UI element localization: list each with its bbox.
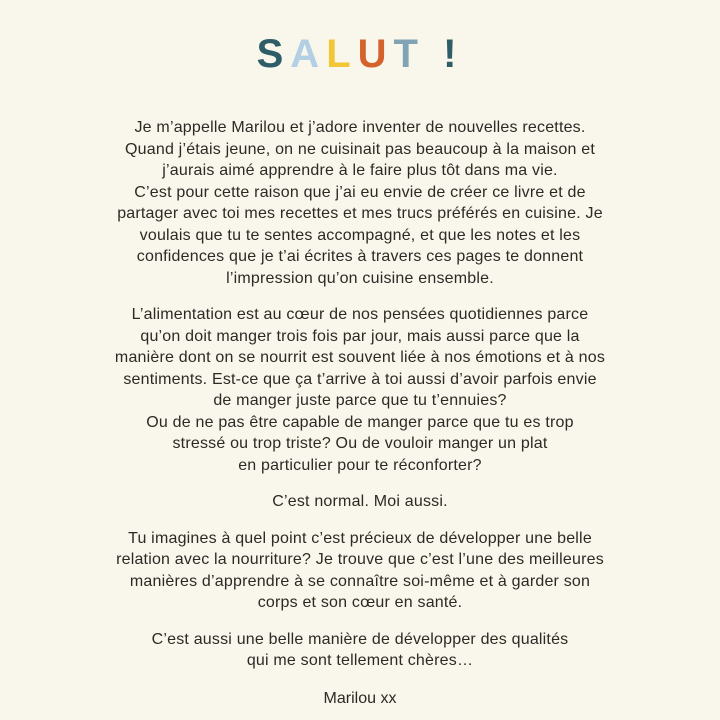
title-letter: ! <box>424 32 464 76</box>
title-letter: T <box>393 32 425 76</box>
text-line: L’alimentation est au cœur de nos pensées quotidiennes parce <box>131 306 589 323</box>
text-line: sentiments. Est-ce que ça t’arrive à toi aussi d’avoir parfois envie <box>123 370 597 388</box>
text-line: Tu imagines à quel point c’est précieux de développer une belle <box>128 529 592 547</box>
text-line: manières d’apprendre à se connaître soi-même et à garder son <box>129 572 591 590</box>
title-letter: A <box>290 32 327 76</box>
text-line: Ou de ne pas être capable de manger parce que tu es trop <box>146 413 574 431</box>
text-line: Quand j’étais jeune, on ne cuisinait pas beaucoup à la maison et <box>125 140 595 158</box>
text-line: manière dont on se nourrit est souvent liée à nos émotions et à nos <box>114 349 606 366</box>
letter-body <box>50 117 670 672</box>
signature: Marilou xx <box>323 689 397 707</box>
text-line: voulais que tu te sentes accompagné, et que les notes et les <box>139 226 581 244</box>
paragraph <box>50 491 670 513</box>
paragraph <box>50 117 670 289</box>
title-letter: U <box>357 32 394 76</box>
paragraph <box>50 528 670 614</box>
text-line: Je m’appelle Marilou et j’adore inventer de nouvelles recettes. <box>134 119 586 136</box>
text-line: qui me sont tellement chères… <box>246 652 474 669</box>
text-line: qu’on doit manger trois fois par jour, mais aussi parce que la <box>140 327 580 345</box>
paragraph <box>50 304 670 476</box>
text-line: stressé ou trop triste? Ou de vouloir manger un plat <box>172 435 548 452</box>
text-line: C’est aussi une belle manière de développer des qualités <box>151 630 569 648</box>
text-line: j’aurais aimé apprendre à le faire plus tôt dans ma vie. <box>162 162 558 179</box>
text-line: en particulier pour te réconforter? <box>238 456 482 474</box>
title-letter: S <box>256 32 291 76</box>
text-line: C’est pour cette raison que j’ai eu envie de créer ce livre et de <box>134 183 586 201</box>
text-line: l’impression qu’on cuisine ensemble. <box>226 269 494 287</box>
text-line: de manger juste parce que tu t’ennuies? <box>213 392 507 409</box>
text-line: confidences que je t’ai écrites à travers ces pages te donnent <box>136 248 584 265</box>
text-line: partager avec toi mes recettes et mes trucs préférés en cuisine. Je <box>117 205 603 222</box>
title-letter: L <box>326 32 358 76</box>
text-line: relation avec la nourriture? Je trouve que c’est l’une des meilleures <box>116 551 604 568</box>
text-line: corps et son cœur en santé. <box>257 594 463 611</box>
paragraph <box>50 629 670 672</box>
text-line: C’est normal. Moi aussi. <box>272 493 448 510</box>
page-title <box>0 33 720 75</box>
